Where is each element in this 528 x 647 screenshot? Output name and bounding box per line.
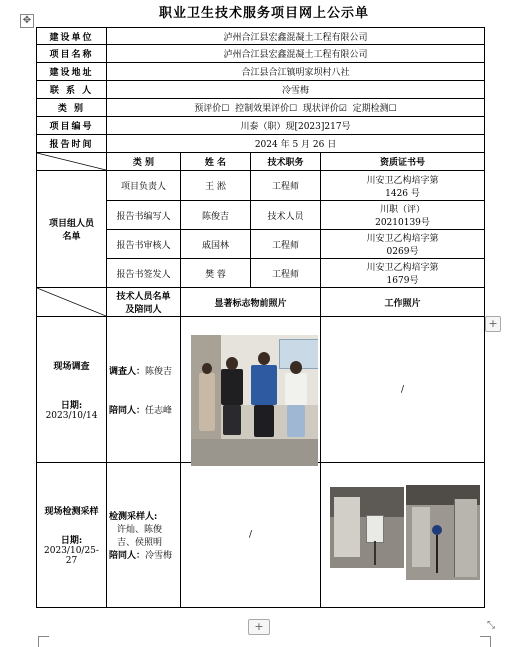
person-figure	[287, 405, 305, 437]
report-time-label: 报告时间	[37, 135, 107, 153]
tripod-leg	[436, 535, 438, 573]
code-label: 项目编号	[37, 117, 107, 135]
escort-label: 陪同人：	[109, 405, 146, 416]
table-row	[37, 81, 485, 99]
address-value: 合江县合江镇明家坝村八社	[107, 63, 485, 81]
person-head	[226, 357, 238, 370]
staff-title: 工程师	[251, 230, 321, 259]
investigator-value: 陈俊吉	[145, 366, 173, 377]
project-label: 项目名称	[37, 45, 107, 63]
survey-staff-cell	[107, 317, 181, 463]
unit-value: 泸州合江县宏鑫混凝土工程有限公司	[107, 28, 485, 45]
staff-cert: 川安卫乙构培字第 1679号	[321, 259, 485, 288]
diagonal-cell	[37, 288, 107, 317]
page-corner-mark	[480, 636, 491, 647]
photo-header-staff: 技术人员名单及陪同人	[107, 288, 181, 317]
staff-role: 报告书签发人	[107, 259, 181, 288]
table-row	[37, 45, 485, 63]
person-figure	[254, 405, 274, 437]
sampler-label: 检测采样人:	[109, 512, 158, 522]
contact-label: 联 系 人	[37, 81, 107, 99]
staff-role: 报告书审核人	[107, 230, 181, 259]
photo-floor	[191, 439, 318, 466]
table-row	[37, 171, 485, 201]
person-head	[202, 363, 212, 374]
person-head	[258, 352, 270, 365]
page-corner-mark	[38, 636, 49, 647]
staff-header-cert: 资质证书号	[321, 153, 485, 171]
project-value: 泸州合江县宏鑫混凝土工程有限公司	[107, 45, 485, 63]
sampler-value: 许灿、陈俊吉、侯照明	[117, 525, 163, 548]
survey-work-photo-value: /	[400, 384, 405, 395]
staff-header-name: 姓 名	[181, 153, 251, 171]
page-title: 职业卫生技术服务项目网上公示单	[158, 6, 369, 21]
table-row	[37, 63, 485, 81]
sampler-device	[432, 525, 442, 535]
person-figure	[251, 365, 277, 405]
diagonal-cell	[37, 153, 107, 171]
table-row	[37, 288, 485, 317]
sampling-landmark-cell	[181, 463, 321, 608]
work-photo-1	[330, 487, 404, 568]
sampling-escort-label: 陪同人：	[109, 551, 146, 561]
staff-group-label: 项目组人员名单	[37, 171, 107, 288]
staff-name: 王 淞	[181, 171, 251, 201]
staff-name: 戚国林	[181, 230, 251, 259]
table-row	[37, 153, 485, 171]
survey-cell	[37, 317, 107, 463]
photo-panel	[334, 497, 360, 557]
contact-value: 冷雪梅	[107, 81, 485, 99]
person-head	[290, 361, 302, 374]
sampler-device	[366, 515, 384, 543]
staff-title: 工程师	[251, 171, 321, 201]
person-figure	[223, 405, 241, 435]
add-column-button[interactable]: +	[485, 316, 501, 332]
resize-handle-icon[interactable]: ⤡	[487, 620, 495, 631]
staff-cert: 川职（评）20210139号	[321, 201, 485, 230]
table-row	[37, 99, 485, 117]
person-figure	[221, 369, 243, 405]
table-row	[37, 135, 485, 153]
sampling-cell	[37, 463, 107, 608]
staff-cert: 川安卫乙构培字第 1426 号	[321, 171, 485, 201]
address-label: 建设地址	[37, 63, 107, 81]
work-photo-2	[406, 485, 480, 580]
sampling-date-label: 日期:	[60, 536, 83, 546]
staff-name: 樊 蓉	[181, 259, 251, 288]
type-label: 类 别	[37, 99, 107, 117]
photo-panel	[412, 507, 430, 567]
staff-header-role: 类 别	[107, 153, 181, 171]
sampling-landmark-value: /	[248, 530, 253, 540]
table-row	[37, 28, 485, 45]
staff-title: 工程师	[251, 259, 321, 288]
table-row	[37, 117, 485, 135]
report-time-value: 2024 年 5 月 26 日	[107, 135, 485, 153]
survey-work-photo-cell	[321, 317, 485, 463]
photo-header-work: 工作照片	[321, 288, 485, 317]
survey-label: 现场调查	[53, 361, 90, 372]
code-value: 川泰（职）现[2023]217号	[107, 117, 485, 135]
landmark-group-photo	[191, 335, 318, 466]
staff-name: 陈俊吉	[181, 201, 251, 230]
photo-cabinet	[454, 499, 477, 577]
sampling-escort-value: 冷雪梅	[145, 551, 173, 561]
sampling-date-value: 2023/10/25-27	[44, 546, 99, 566]
staff-header-title: 技术职务	[251, 153, 321, 171]
person-figure	[285, 373, 307, 405]
survey-date-value: 2023/10/14	[45, 410, 98, 421]
survey-date-label: 日期:	[60, 400, 83, 411]
sampling-staff-cell	[107, 463, 181, 608]
staff-role: 项目负责人	[107, 171, 181, 201]
tripod-leg	[374, 541, 376, 565]
staff-role: 报告书编写人	[107, 201, 181, 230]
add-row-button[interactable]: +	[248, 619, 270, 635]
staff-title: 技术人员	[251, 201, 321, 230]
table-move-handle[interactable]: ✥	[20, 14, 34, 28]
sampling-label: 现场检测采样	[44, 507, 99, 517]
photo-header-landmark: 显著标志物前照片	[181, 288, 321, 317]
staff-cert: 川安卫乙构培字第 0269号	[321, 230, 485, 259]
unit-label: 建设单位	[37, 28, 107, 45]
person-figure	[199, 373, 215, 431]
escort-value: 任志峰	[145, 405, 173, 416]
type-options[interactable]: 预评价☐ 控制效果评价☐ 现状评价☑ 定期检测☐	[107, 99, 485, 117]
investigator-label: 调查人：	[109, 366, 146, 377]
